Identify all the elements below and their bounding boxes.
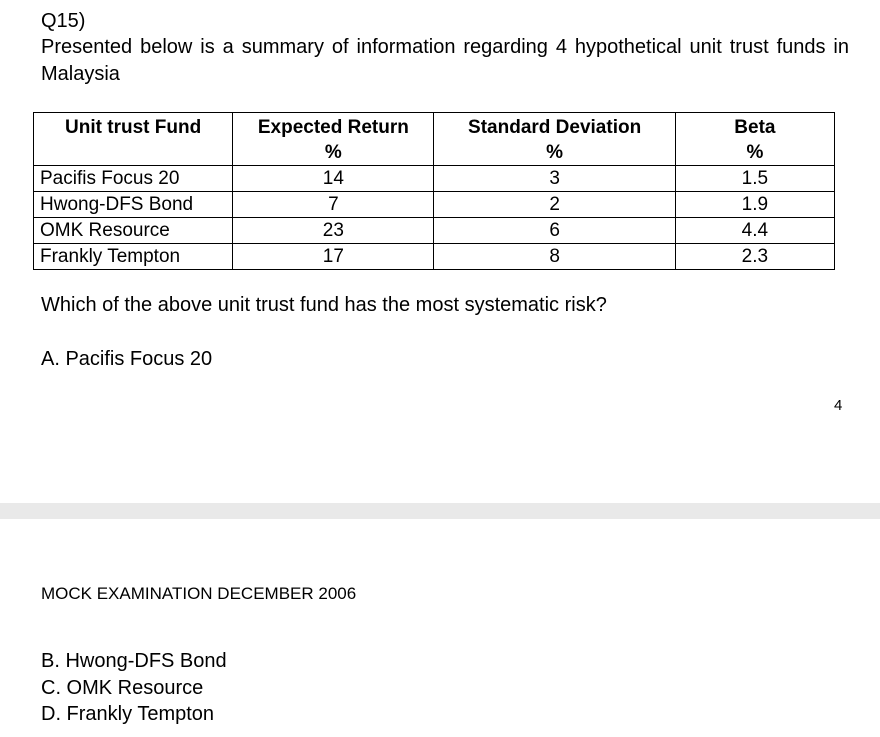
standard-deviation: 2 [434,192,675,218]
table-row [34,218,835,244]
option-b[interactable]: B. Hwong-DFS Bond [41,650,227,672]
header-expected-return: Expected Return [233,113,434,141]
table-row [34,192,835,218]
beta: 2.3 [675,244,834,270]
header-standard-deviation: Standard Deviation [434,113,675,141]
table-header-row [34,113,835,141]
exam-header: MOCK EXAMINATION DECEMBER 2006 [41,584,357,603]
option-c[interactable]: C. OMK Resource [41,677,204,699]
expected-return: 17 [233,244,434,270]
unit-standard-deviation: % [434,140,675,166]
option-d[interactable]: D. Frankly Tempton [41,703,215,725]
expected-return: 23 [233,218,434,244]
option-a[interactable]: A. Pacifis Focus 20 [41,348,213,370]
question-prompt: Which of the above unit trust fund has the most systematic risk? [41,294,607,316]
fund-name: Hwong-DFS Bond [34,192,233,218]
fund-table [33,112,835,270]
question-intro: Presented below is a summary of information regarding 4 hypothetical unit trust funds in Malaysia [41,36,849,85]
header-fund: Unit trust Fund [34,113,233,141]
page-number: 4 [834,397,843,414]
standard-deviation: 3 [434,166,675,192]
beta: 4.4 [675,218,834,244]
standard-deviation: 6 [434,218,675,244]
table-row [34,166,835,192]
unit-fund [34,140,233,166]
beta: 1.9 [675,192,834,218]
table-row [34,244,835,270]
expected-return: 7 [233,192,434,218]
unit-expected-return: % [233,140,434,166]
fund-name: OMK Resource [34,218,233,244]
header-beta: Beta [675,113,834,141]
beta: 1.5 [675,166,834,192]
page-break [0,503,880,519]
expected-return: 14 [233,166,434,192]
question-number: Q15) [41,10,86,32]
fund-name: Frankly Tempton [34,244,233,270]
table-unit-row [34,140,835,166]
fund-name: Pacifis Focus 20 [34,166,233,192]
standard-deviation: 8 [434,244,675,270]
unit-beta: % [675,140,834,166]
